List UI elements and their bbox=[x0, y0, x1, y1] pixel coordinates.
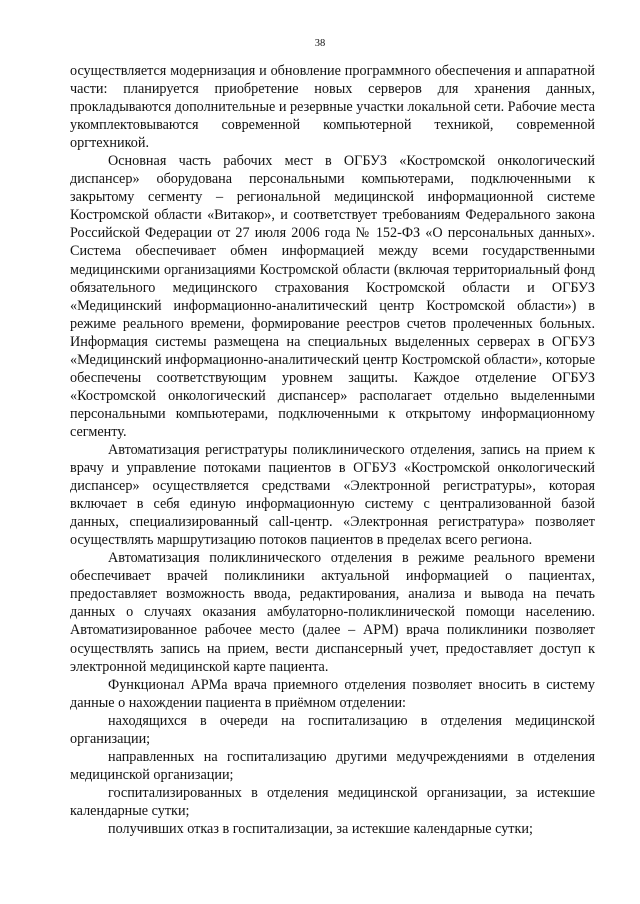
paragraph-5: Функционал АРМа врача приемного отделения позволяет вносить в систему данные о нахождении пациента в приёмном отделении: bbox=[70, 676, 595, 711]
paragraph-2: Основная часть рабочих мест в ОГБУЗ «Костромской онкологический диспансер» оборудована персональными компьютерами, подключенными к закрытому сегменту – региональной медицинской информационной системе Костромской области «Витакор», и соответствует требованиям Федерального закона Российской Федерации от 27 июля 2006 года № 152-ФЗ «О персональных данных». Система обеспечивает обмен информацией между всеми государственными медицинскими организациями Костромской области (включая территориальный фонд обязательного медицинского страхования Костромской области и ОГБУЗ «Медицинский информационно-аналитический центр Костромской области») в режиме реального времени, формирование реестров счетов пролеченных больных. Информация системы размещена на специальных выделенных серверах в ОГБУЗ «Медицинский информационно-аналитический центр Костромской области», которые обеспечены соответствующим уровнем защиты. Каждое отделение ОГБУЗ «Костромской онкологический диспансер» располагает отдельно выделенными персональными компьютерами, подключенными к открытому информационному сегменту. bbox=[70, 153, 595, 440]
paragraph-3: Автоматизация регистратуры поликлинического отделения, запись на прием к врачу и управление потоками пациентов в ОГБУЗ «Костромской онкологический диспансер» осуществляется средствами «Электронной регистратуры», которая включает в себя единую информационную систему с централизованной базой данных, специализированный call-центр. «Электронная регистратура» позволяет осуществлять маршрутизацию потоков пациентов в пределах всего региона. bbox=[70, 441, 595, 549]
document-body bbox=[70, 62, 595, 838]
paragraph-1: осуществляется модернизация и обновление программного обеспечения и аппаратной части: планируется приобретение новых серверов для хранения данных, прокладываются дополнительные и резервные участки локальной сети. Рабочие места укомплектовываются современной компьютерной техникой, современной оргтехникой. bbox=[70, 63, 595, 152]
list-item-1: находящихся в очереди на госпитализацию в отделения медицинской организации; bbox=[70, 712, 595, 747]
list-item-4: получивших отказ в госпитализации, за истекшие календарные сутки; bbox=[108, 820, 533, 837]
list-item-3: госпитализированных в отделения медицинской организации, за истекшие календарные сутки; bbox=[70, 784, 595, 819]
paragraph-4: Автоматизация поликлинического отделения в режиме реального времени обеспечивает врачей поликлиники актуальной информацией о пациентах, предоставляет возможность ввода, редактирования, анализа и вывода на печать данных о случаях оказания амбулаторно-поликлинической помощи населению. Автоматизированное рабочее место (далее – АРМ) врача поликлиники позволяет осуществлять запись на прием, вести диспансерный учет, предоставляет доступ к электронной медицинской карте пациента. bbox=[70, 550, 595, 675]
page-number: 38 bbox=[314, 38, 326, 49]
list-item-2: направленных на госпитализацию другими медучреждениями в отделения медицинской организации; bbox=[70, 748, 595, 783]
